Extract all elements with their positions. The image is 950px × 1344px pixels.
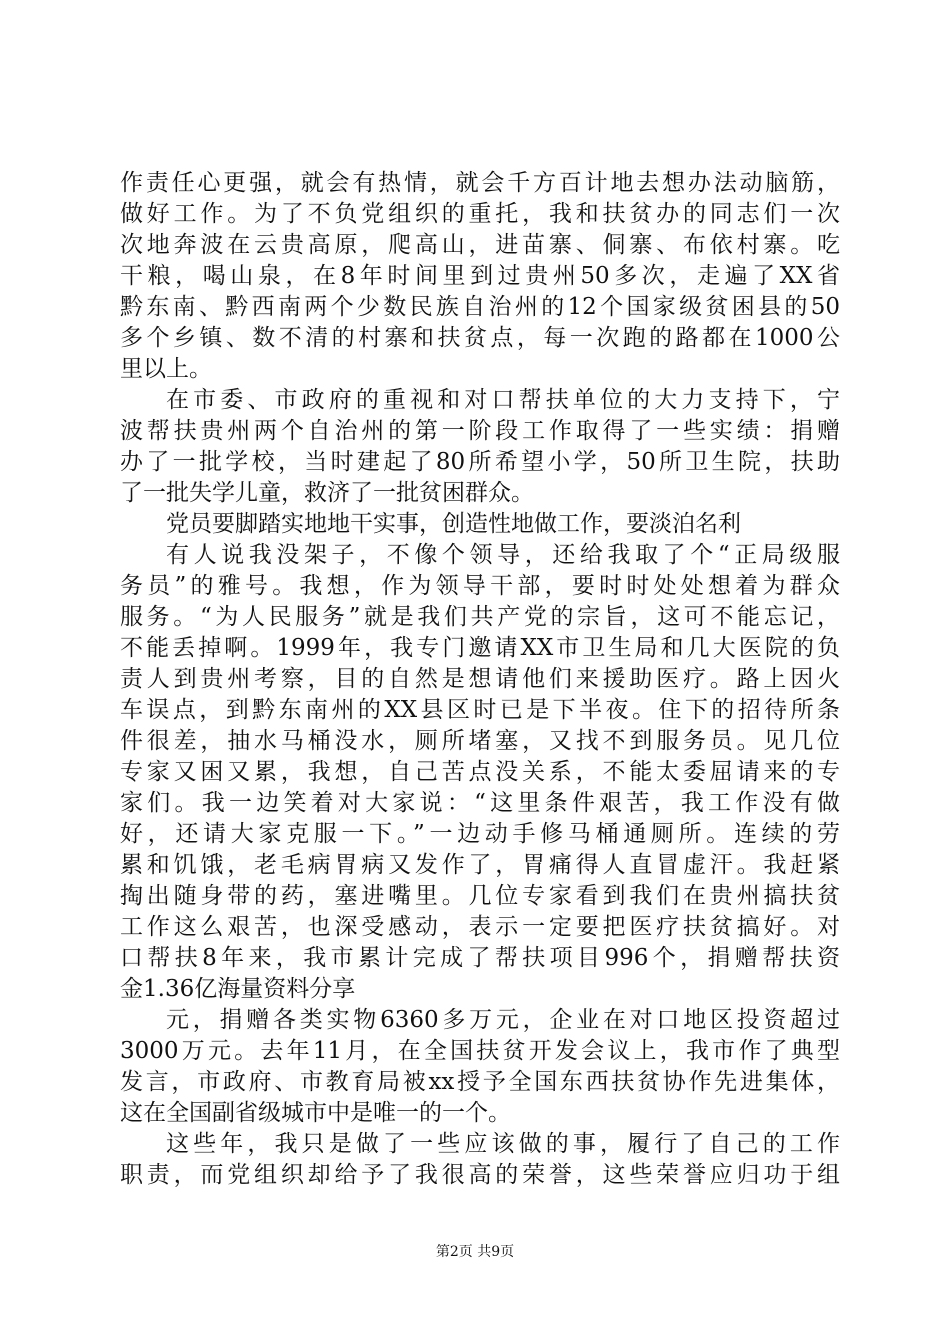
text-line: 多个乡镇、数不清的村寨和扶贫点，每一次跑的路都在1000公 xyxy=(120,325,840,351)
text-line: 黔东南、黔西南两个少数民族自治州的12个国家级贫困县的50 xyxy=(120,294,840,320)
text-line: 职责，而党组织却给予了我很高的荣誉，这些荣誉应归功于组 xyxy=(120,1162,840,1188)
text-line: 好，还请大家克服一下。”一边动手修马桶通厕所。连续的劳 xyxy=(120,821,840,847)
text-line: 波帮扶贵州两个自治州的第一阶段工作取得了一些实绩：捐赠 xyxy=(120,418,840,444)
text-line: 3000万元。去年11月，在全国扶贫开发会议上，我市作了典型 xyxy=(120,1038,840,1064)
text-line: 里以上。 xyxy=(120,356,212,382)
text-line: 金1.36亿海量资料分享 xyxy=(120,976,356,1002)
page-footer: 第2页 共9页 xyxy=(435,1244,515,1260)
text-line: 责人到贵州考察，目的自然是想请他们来援助医疗。路上因火 xyxy=(120,666,840,692)
text-line: 作责任心更强，就会有热情，就会千方百计地去想办法动脑筋， xyxy=(120,170,840,196)
body-text xyxy=(120,168,840,1191)
text-line: 次地奔波在云贵高原，爬高山，进苗寨、侗寨、布依村寨。吃 xyxy=(120,232,840,258)
text-line: 专家又困又累，我想，自己苦点没关系，不能太委屈请来的专 xyxy=(120,759,840,785)
text-line: 务员”的雅号。我想，作为领导干部，要时时处处想着为群众 xyxy=(120,573,840,599)
text-line: 办了一批学校，当时建起了80所希望小学，50所卫生院，扶助 xyxy=(120,449,840,475)
text-line: 工作这么艰苦，也深受感动，表示一定要把医疗扶贫搞好。对 xyxy=(120,914,840,940)
text-line: 件很差，抽水马桶没水，厕所堵塞，又找不到服务员。见几位 xyxy=(120,728,840,754)
text-line: 不能丢掉啊。1999年，我专门邀请XX市卫生局和几大医院的负 xyxy=(120,635,840,661)
text-line: 家们。我一边笑着对大家说：“这里条件艰苦，我工作没有做 xyxy=(120,790,840,816)
text-line: 口帮扶8年来，我市累计完成了帮扶项目996个，捐赠帮扶资 xyxy=(120,945,840,971)
text-line: 有人说我没架子，不像个领导，还给我取了个“正局级服 xyxy=(166,542,840,568)
text-line: 在市委、市政府的重视和对口帮扶单位的大力支持下，宁 xyxy=(166,387,840,413)
text-line: 服务。“为人民服务”就是我们共产党的宗旨，这可不能忘记， xyxy=(120,604,840,630)
text-line: 元，捐赠各类实物6360多万元，企业在对口地区投资超过 xyxy=(166,1007,840,1033)
text-line: 这些年，我只是做了一些应该做的事，履行了自己的工作 xyxy=(166,1131,840,1157)
text-line: 掏出随身带的药，塞进嘴里。几位专家看到我们在贵州搞扶贫 xyxy=(120,883,840,909)
text-line: 了一批失学儿童，救济了一批贫困群众。 xyxy=(120,480,534,506)
text-line: 车误点，到黔东南州的XX县区时已是下半夜。住下的招待所条 xyxy=(120,697,840,723)
text-line: 干粮，喝山泉，在8年时间里到过贵州50多次，走遍了XX省 xyxy=(120,263,840,289)
text-line: 做好工作。为了不负党组织的重托，我和扶贫办的同志们一次 xyxy=(120,201,840,227)
text-line: 发言，市政府、市教育局被xx授予全国东西扶贫协作先进集体， xyxy=(120,1069,840,1095)
text-line: 这在全国副省级城市中是唯一的一个。 xyxy=(120,1100,511,1126)
text-line: 党员要脚踏实地地干实事，创造性地做工作，要淡泊名利 xyxy=(166,511,741,537)
text-line: 累和饥饿，老毛病胃病又发作了，胃痛得人直冒虚汗。我赶紧 xyxy=(120,852,840,878)
